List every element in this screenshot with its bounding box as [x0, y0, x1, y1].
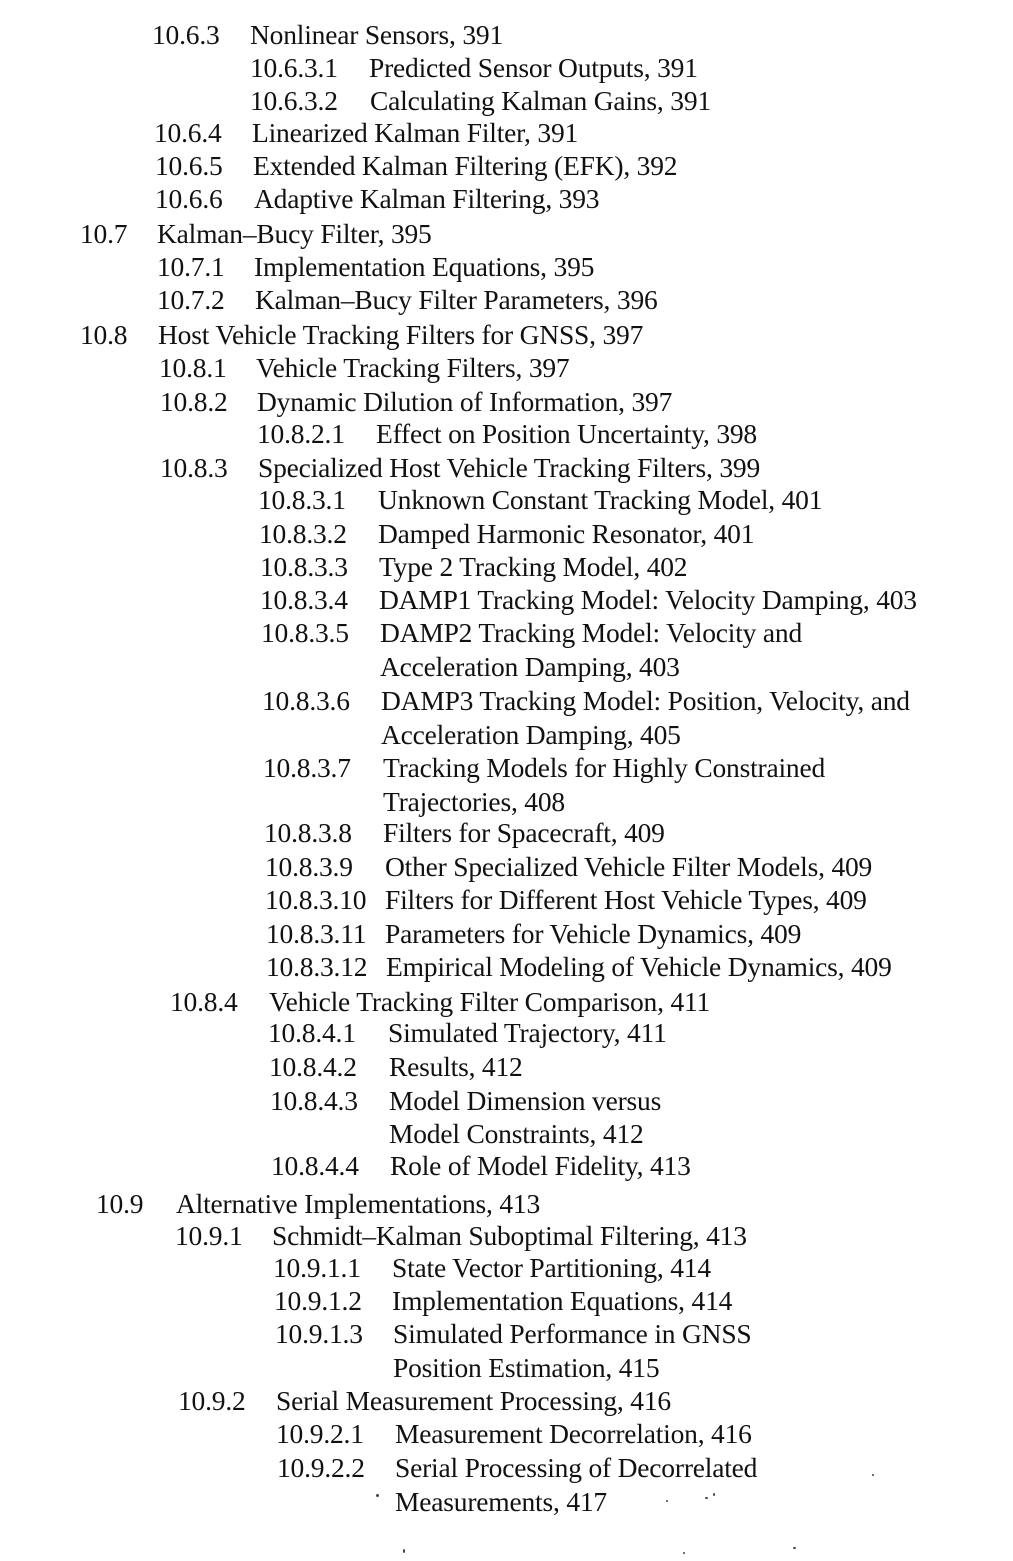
toc-entry-number: 10.7.1	[157, 251, 225, 282]
toc-entry-number: 10.8.3.2	[259, 518, 347, 549]
toc-entry-number: 10.6.3	[152, 19, 220, 50]
toc-entry-title: Unknown Constant Tracking Model, 401	[378, 484, 823, 515]
toc-entry-title: Dynamic Dilution of Information, 397	[257, 386, 673, 417]
toc-entry-number: 10.8.3.10	[265, 884, 367, 915]
toc-entry-number: 10.8.3.11	[266, 918, 367, 949]
toc-entry-continuation: Position Estimation, 415	[393, 1352, 660, 1383]
scan-speck	[872, 1474, 874, 1476]
toc-entry-title: Host Vehicle Tracking Filters for GNSS, 397	[158, 319, 644, 350]
toc-entry-title: Implementation Equations, 414	[392, 1285, 733, 1316]
toc-entry-number: 10.8.3.4	[260, 584, 348, 615]
toc-entry-title: Calculating Kalman Gains, 391	[370, 85, 711, 116]
toc-entry-title: Damped Harmonic Resonator, 401	[378, 518, 755, 549]
toc-entry-title: Parameters for Vehicle Dynamics, 409	[385, 918, 802, 949]
toc-entry-number: 10.8.4	[170, 986, 238, 1017]
toc-entry-title: Results, 412	[389, 1051, 523, 1082]
scan-speck	[713, 1493, 715, 1496]
toc-entry-title: Implementation Equations, 395	[254, 251, 595, 282]
toc-entry-title: Adaptive Kalman Filtering, 393	[254, 183, 600, 214]
toc-entry-number: 10.6.6	[155, 183, 223, 214]
toc-entry-title: Schmidt–Kalman Suboptimal Filtering, 413	[272, 1220, 747, 1251]
toc-entry-title: Alternative Implementations, 413	[176, 1188, 540, 1219]
toc-entry-number: 10.9.1	[175, 1220, 243, 1251]
toc-entry-number: 10.8.2.1	[257, 418, 345, 449]
toc-entry-title: Kalman–Bucy Filter Parameters, 396	[255, 284, 658, 315]
toc-entry-number: 10.9.1.1	[273, 1252, 361, 1283]
toc-entry-title: Serial Measurement Processing, 416	[276, 1385, 671, 1416]
toc-entry-number: 10.6.3.2	[250, 85, 338, 116]
toc-entry-title: Specialized Host Vehicle Tracking Filters, 399	[258, 452, 761, 483]
toc-entry-continuation: Acceleration Damping, 403	[380, 651, 680, 682]
toc-entry-title: Empirical Modeling of Vehicle Dynamics, 409	[386, 951, 892, 982]
scan-speck	[793, 1547, 796, 1549]
toc-entry-title: DAMP2 Tracking Model: Velocity and	[380, 617, 803, 648]
toc-entry-number: 10.8.3.5	[261, 617, 349, 648]
toc-entry-number: 10.9.2.1	[276, 1418, 364, 1449]
toc-entry-title: Simulated Performance in GNSS	[393, 1318, 752, 1349]
toc-entry-title: Filters for Spacecraft, 409	[383, 817, 665, 848]
toc-entry-number: 10.9.2.2	[277, 1452, 365, 1483]
toc-entry-number: 10.8.3.8	[264, 817, 352, 848]
toc-entry-title: Measurement Decorrelation, 416	[395, 1418, 752, 1449]
toc-entry-number: 10.8.4.4	[271, 1150, 359, 1181]
toc-entry-title: Vehicle Tracking Filters, 397	[256, 352, 570, 383]
toc-entry-title: Nonlinear Sensors, 391	[250, 19, 503, 50]
toc-entry-number: 10.8.3.3	[260, 551, 348, 582]
scan-speck	[376, 1494, 379, 1497]
toc-entry-title: DAMP1 Tracking Model: Velocity Damping, 403	[379, 584, 917, 615]
toc-entry-number: 10.8.1	[159, 352, 227, 383]
toc-entry-number: 10.9.1.2	[274, 1285, 362, 1316]
toc-entry-number: 10.6.3.1	[250, 52, 338, 83]
toc-entry-title: Role of Model Fidelity, 413	[390, 1150, 691, 1181]
toc-entry-number: 10.8.2	[160, 386, 228, 417]
toc-entry-title: Linearized Kalman Filter, 391	[252, 117, 579, 148]
toc-entry-continuation: Trajectories, 408	[383, 786, 565, 817]
toc-entry-number: 10.6.4	[154, 117, 222, 148]
toc-entry-title: Predicted Sensor Outputs, 391	[369, 52, 698, 83]
toc-entry-title: Tracking Models for Highly Constrained	[383, 752, 826, 783]
toc-entry-number: 10.9.1.3	[275, 1318, 363, 1349]
scan-speck	[666, 1500, 668, 1502]
toc-entry-title: Simulated Trajectory, 411	[388, 1017, 667, 1048]
toc-entry-number: 10.8.3.7	[263, 752, 351, 783]
toc-entry-number: 10.6.5	[155, 150, 223, 181]
toc-entry-continuation: Model Constraints, 412	[389, 1118, 644, 1149]
toc-entry-number: 10.8.4.1	[268, 1017, 356, 1048]
toc-entry-number: 10.7	[80, 218, 128, 249]
toc-entry-number: 10.8.3.12	[266, 951, 368, 982]
toc-entry-number: 10.8.3	[160, 452, 228, 483]
toc-entry-number: 10.9.2	[178, 1385, 246, 1416]
toc-entry-title: DAMP3 Tracking Model: Position, Velocity, and	[381, 685, 910, 716]
scan-speck	[705, 1497, 708, 1499]
scan-speck	[683, 1552, 685, 1554]
toc-entry-title: Type 2 Tracking Model, 402	[379, 551, 688, 582]
toc-entry-title: State Vector Partitioning, 414	[392, 1252, 711, 1283]
toc-entry-number: 10.8.3.9	[265, 851, 353, 882]
toc-entry-title: Model Dimension versus	[389, 1085, 662, 1116]
toc-entry-continuation: Measurements, 417	[395, 1486, 607, 1517]
toc-entry-number: 10.8.4.3	[270, 1085, 358, 1116]
toc-entry-number: 10.8.3.6	[262, 685, 350, 716]
toc-entry-title: Filters for Different Host Vehicle Types, 409	[385, 884, 867, 915]
toc-entry-title: Extended Kalman Filtering (EFK), 392	[253, 150, 678, 181]
toc-entry-number: 10.8.4.2	[269, 1051, 357, 1082]
toc-entry-title: Effect on Position Uncertainty, 398	[376, 418, 757, 449]
scan-speck	[403, 1549, 405, 1553]
toc-entry-title: Vehicle Tracking Filter Comparison, 411	[269, 986, 711, 1017]
toc-entry-title: Kalman–Bucy Filter, 395	[157, 218, 432, 249]
toc-entry-number: 10.7.2	[157, 284, 225, 315]
toc-entry-title: Serial Processing of Decorrelated	[395, 1452, 758, 1483]
toc-entry-title: Other Specialized Vehicle Filter Models, 409	[385, 851, 873, 882]
toc-entry-number: 10.8	[80, 319, 128, 350]
toc-entry-continuation: Acceleration Damping, 405	[381, 719, 681, 750]
toc-entry-number: 10.8.3.1	[258, 484, 346, 515]
toc-entry-number: 10.9	[96, 1188, 144, 1219]
